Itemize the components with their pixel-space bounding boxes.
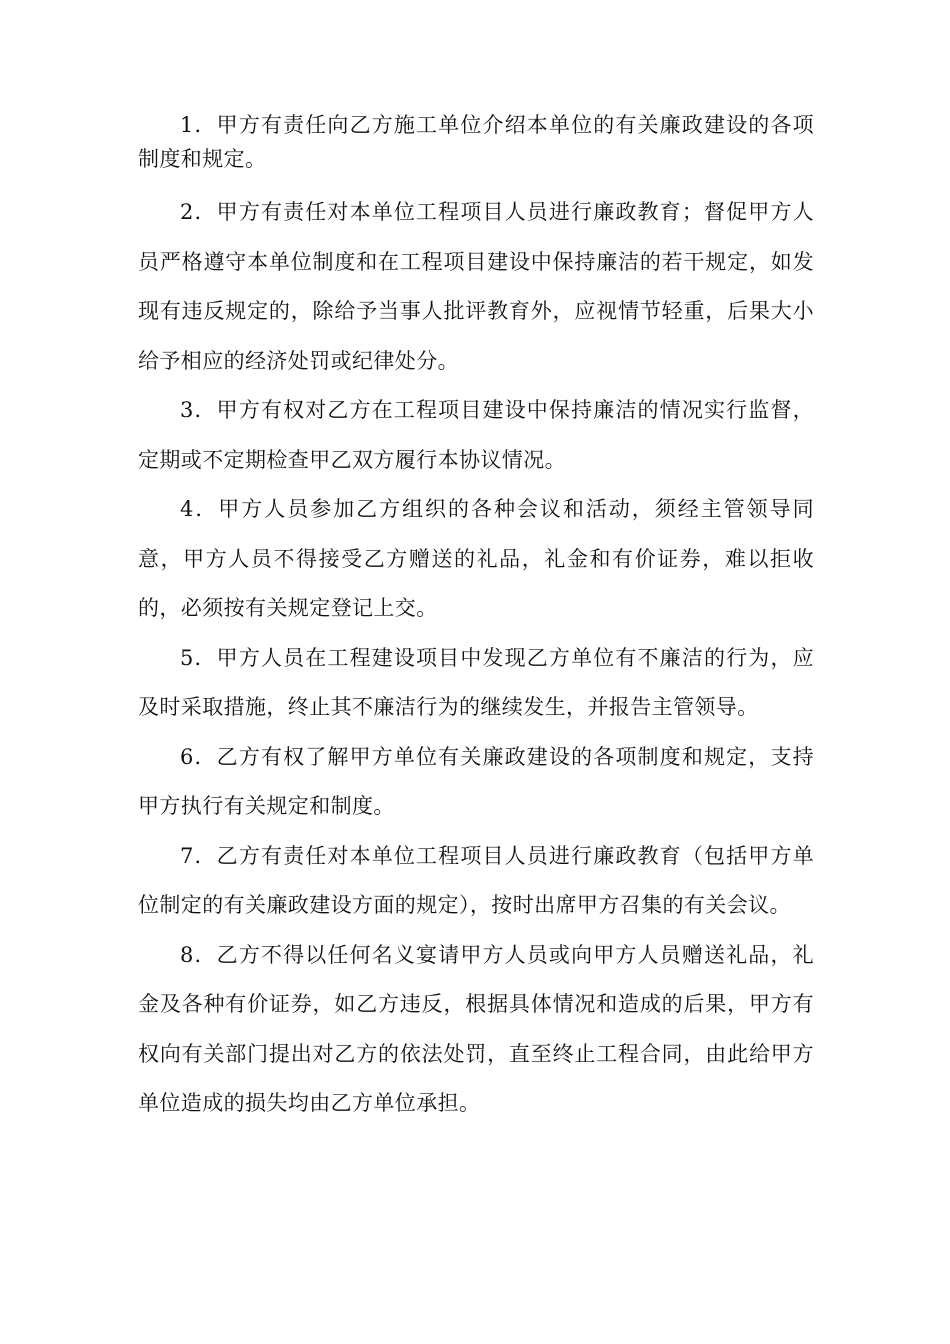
clause-2: 2．甲方有责任对本单位工程项目人员进行廉政教育；督促甲方人员严格遵守本单位制度和在工程项目建设中保持廉洁的若干规定，如发现有违反规定的，除给予当事人批评教育外，应视情节轻重，后果大小给予相应的经济处罚或纪律处分。 (138, 200, 814, 373)
clause-1: 1．甲方有责任向乙方施工单位介绍本单位的有关廉政建设的各项制度和规定。 (138, 113, 814, 171)
document-body (138, 108, 814, 1129)
clause-7: 7．乙方有责任对本单位工程项目人员进行廉政教育（包括甲方单位制定的有关廉政建设方面的规定），按时出席甲方召集的有关会议。 (138, 843, 814, 917)
clause-8: 8．乙方不得以任何名义宴请甲方人员或向甲方人员赠送礼品，礼金及各种有价证券，如乙方违反，根据具体情况和造成的后果，甲方有权向有关部门提出对乙方的依法处罚，直至终止工程合同，由此给甲方单位造成的损失均由乙方单位承担。 (138, 942, 814, 1115)
clause-3: 3．甲方有权对乙方在工程项目建设中保持廉洁的情况实行监督，定期或不定期检查甲乙双方履行本协议情况。 (138, 398, 814, 472)
clause-5: 5．甲方人员在工程建设项目中发现乙方单位有不廉洁的行为，应及时采取措施，终止其不廉洁行为的继续发生，并报告主管领导。 (138, 645, 814, 719)
clause-6: 6．乙方有权了解甲方单位有关廉政建设的各项制度和规定，支持甲方执行有关规定和制度。 (138, 744, 814, 818)
clause-4: 4．甲方人员参加乙方组织的各种会议和活动，须经主管领导同意，甲方人员不得接受乙方赠送的礼品，礼金和有价证券，难以拒收的，必须按有关规定登记上交。 (138, 497, 814, 620)
